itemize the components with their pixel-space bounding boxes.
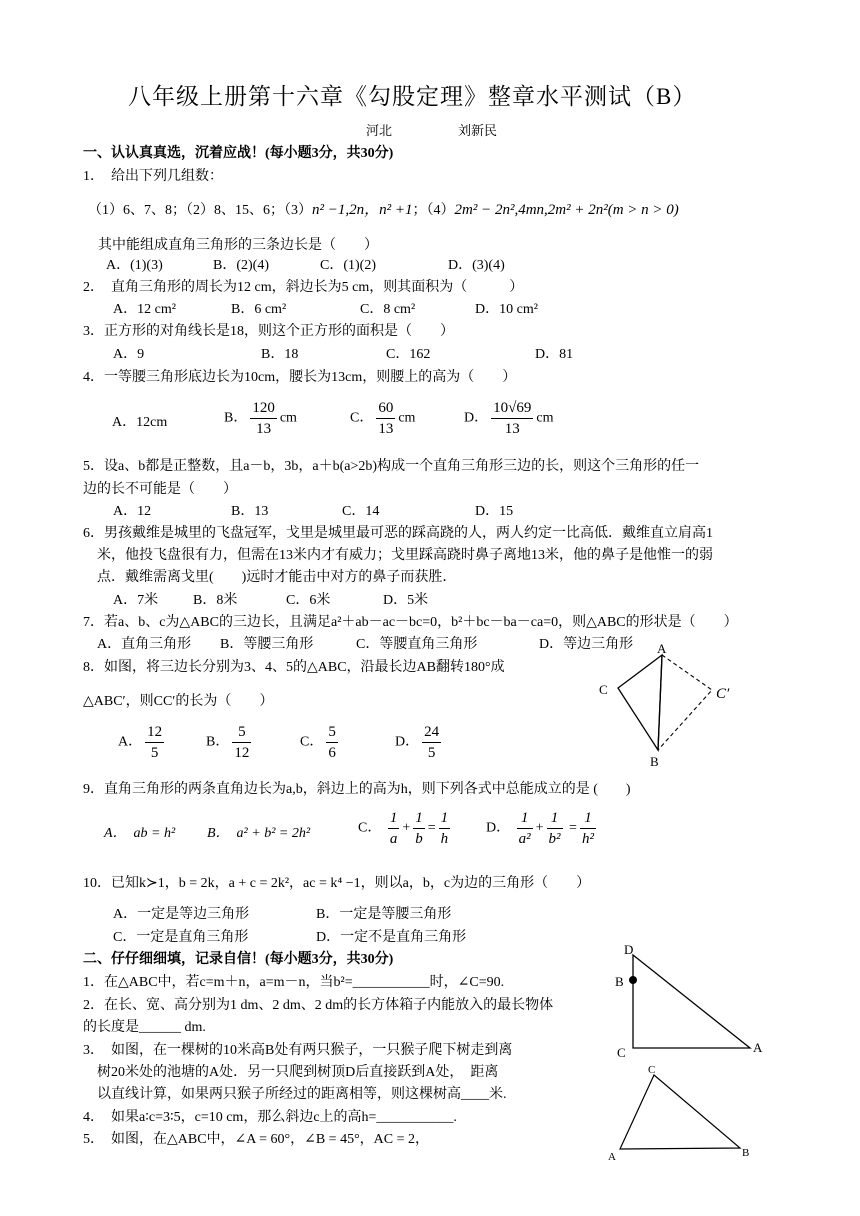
q1-set4: 2m² − 2n²,4mn,2m² + 2n²(m > n > 0): [454, 202, 679, 218]
q9-option-b: B． a² + b² = 2h²: [207, 826, 311, 841]
tree-figure: [605, 940, 775, 1065]
q5-option-b: B．13: [231, 504, 269, 519]
q5-option-a: A．12: [113, 504, 152, 519]
q5-option-d: D．15: [475, 504, 514, 519]
fig8-label-b: B: [650, 754, 659, 769]
tree-label-a: A: [753, 1040, 763, 1055]
tree-label-c: C: [617, 1045, 626, 1060]
q10-option-d: D．一定不是直角三角形: [316, 930, 467, 945]
s2-q3-line2: 树20米处的池塘的A处．另一只爬到树顶D后直接跃到A处， 距离: [97, 1065, 499, 1080]
q4-d-frac: $\frac{10√69}{13}$: [493, 400, 532, 437]
q10-option-c: C．一定是直角三角形: [113, 930, 249, 945]
q4-stem: 4．一等腰三角形底边长为10cm，腰长为13cm，则腰上的高为（ ）: [83, 370, 517, 385]
q9-option-c: C． $\frac{1}{a}$ + $\frac{1}{b}$ = $\frac{1}{h}$: [358, 810, 449, 847]
q10-stem: 10．已知k≻1，b = 2k，a + c = 2k²，ac = k⁴ −1，则以a，b，c为边的三角形（ ）: [83, 876, 591, 891]
author-region: 河北: [366, 123, 393, 138]
tri-label-a: A: [608, 1151, 616, 1163]
q8-option-d: D． $\frac{24}{5}$: [395, 724, 440, 761]
author-name: 刘新民: [458, 123, 498, 138]
q10-option-a: A．一定是等边三角形: [113, 907, 250, 922]
q6-option-b: B．8米: [193, 593, 238, 608]
q8-option-a: A． $\frac{12}{5}$: [118, 724, 163, 761]
s2-q5: 5． 如图，在△ABC中，∠A = 60°，∠B = 45°，AC = 2，: [83, 1132, 430, 1147]
triangle-figure: [600, 1060, 770, 1170]
s2-q2-line1: 2．在长、宽、高分别为1 dm、2 dm、2 dm的长方体箱子内能放入的最长物体: [83, 998, 554, 1013]
q7-stem: 7．若a、b、c为△ABC的三边长，且满足a²＋ab－ac－bc=0，b²＋bc－ba－ca=0，则△ABC的形状是（ ）: [83, 615, 738, 630]
q1-option-c: C．(1)(2): [320, 258, 376, 273]
s2-q3-line3: 以直线计算，如果两只猴子所经过的距离相等，则这棵树高____米.: [97, 1087, 507, 1102]
s2-q1: 1．在△ABC中，若c=m＋n，a=m－n，当b²=___________时，∠C=90.: [83, 975, 505, 990]
q4-option-c: C． $\frac{60}{13}$ cm: [350, 400, 416, 437]
tri-label-c: C: [648, 1064, 656, 1076]
q4-option-d: D． $\frac{10√69}{13}$ cm: [464, 400, 554, 437]
q1-set3: n² −1,2n，n² +1: [312, 202, 413, 218]
q1-ask: 其中能组成直角三角形的三条边长是（ ）: [98, 238, 378, 253]
q7-option-d: D．等边三角形: [539, 637, 634, 652]
q7-option-c: C．等腰直角三角形: [356, 637, 478, 652]
q2-option-c: C．8 cm²: [360, 302, 416, 317]
q6-option-c: C．6米: [286, 593, 331, 608]
q9-stem: 9．直角三角形的两条直角边长为a,b，斜边上的高为h，则下列各式中总能成立的是 ( ): [83, 782, 631, 797]
fig8-label-c: C: [599, 682, 608, 697]
q8-option-b: B． $\frac{5}{12}$: [206, 724, 250, 761]
q8-line2: △ABC′，则CC′的长为（ ）: [83, 694, 274, 709]
q3-option-b: B．18: [261, 347, 299, 362]
point-b-dot: [629, 976, 637, 984]
q4-option-b: B． $\frac{120}{13}$ cm: [224, 400, 297, 437]
tree-label-d: D: [624, 942, 634, 957]
q2-option-a: A．12 cm²: [113, 302, 176, 317]
q3-option-d: D．81: [535, 347, 574, 362]
q1-option-d: D．(3)(4): [448, 258, 505, 273]
q8-options: [118, 722, 448, 770]
q7-option-b: B．等腰三角形: [220, 637, 314, 652]
q1-sets-b: ；（4）: [412, 203, 455, 218]
q1-option-b: B．(2)(4): [213, 258, 269, 273]
s2-q3-line1: 3． 如图，在一棵树的10米高B处有两只猴子，一只猴子爬下树走到离: [83, 1043, 513, 1058]
triangle-abc-prime: [658, 655, 712, 750]
section1-heading: 一、认认真真选，沉着应战！(每小题3分，共30分): [83, 146, 394, 161]
q2-option-d: D．10 cm²: [475, 302, 538, 317]
triangle-abc-2: [620, 1075, 740, 1149]
q3-option-c: C．162: [386, 347, 431, 362]
q5-option-c: C．14: [342, 504, 380, 519]
q6-line3: 点．戴维需离戈里( )远时才能击中对方的鼻子而获胜．: [97, 570, 457, 585]
q4-c-frac: $\frac{60}{13}$: [378, 400, 394, 437]
tree-label-b: B: [615, 974, 624, 989]
q8-line1: 8．如图，将三边长分别为3、4、5的△ABC，沿最长边AB翻转180°成: [83, 660, 505, 675]
s2-q4: 4． 如果a∶c=3∶5，c=10 cm，那么斜边c上的高h=___________.: [83, 1110, 457, 1125]
q5-line1: 5．设a、b都是正整数，且a－b，3b，a＋b(a>2b)构成一个直角三角形三边的长，则这个三角形的任一: [83, 459, 700, 474]
q6-option-d: D．5米: [383, 593, 429, 608]
q6-line2: 米，他投飞盘很有力，但需在13米内才有威力；戈里踩高跷时鼻子离地13米，他的鼻子是他惟一的弱: [97, 548, 713, 563]
q3-stem: 3．正方形的对角线长是18，则这个正方形的面积是（ ）: [83, 324, 454, 339]
q7-option-a: A．直角三角形: [97, 637, 192, 652]
fig8-label-cprime: C′: [716, 686, 730, 702]
q3-option-a: A．9: [113, 347, 145, 362]
tri-label-b: B: [742, 1147, 750, 1159]
q4-option-a: A．12cm: [112, 415, 168, 430]
q6-option-a: A．7米: [113, 593, 159, 608]
tree-triangle: [633, 955, 750, 1048]
q9-option-a: A． ab = h²: [104, 826, 176, 841]
q5-line2: 边的长不可能是（ ）: [83, 482, 237, 497]
q1-sets-a: （1）6、7、8；（2）8、15、6；（3）: [88, 203, 312, 218]
q10-option-b: B．一定是等腰三角形: [316, 907, 452, 922]
fig8-label-a: A: [657, 641, 667, 656]
s2-q2-line2: 的长度是______ dm.: [83, 1020, 206, 1035]
triangle-abc: [618, 655, 662, 750]
q9-options: [104, 808, 664, 858]
edge-ab: [658, 655, 662, 750]
q8-option-c: C． $\frac{5}{6}$: [300, 724, 336, 761]
q2-option-b: B．6 cm²: [231, 302, 287, 317]
section2-heading: 二、仔仔细细填，记录自信！(每小题3分，共30分): [83, 952, 394, 967]
q1-stem: 1． 给出下列几组数：: [83, 169, 223, 184]
q6-line1: 6．男孩戴维是城里的飞盘冠军，戈里是城里最可恶的踩高跷的人，两人约定一比高低．戴维直立肩高1: [83, 526, 713, 541]
q1-sets: [88, 198, 679, 219]
q1-option-a: A．(1)(3): [106, 258, 163, 273]
page-title: 八年级上册第十六章《勾股定理》整章水平测试（B）: [128, 84, 697, 109]
q8-figure: [590, 640, 750, 770]
q2-stem: 2． 直角三角形的周长为12 cm，斜边长为5 cm，则其面积为（ ）: [83, 280, 524, 295]
q4-b-frac: $\frac{120}{13}$: [252, 400, 275, 437]
q9-option-d: D． $\frac{1}{\text{a²}}$ + $\frac{1}{\text{b²}}$ = $\frac{1}{\text{h²}}$: [486, 810, 594, 847]
